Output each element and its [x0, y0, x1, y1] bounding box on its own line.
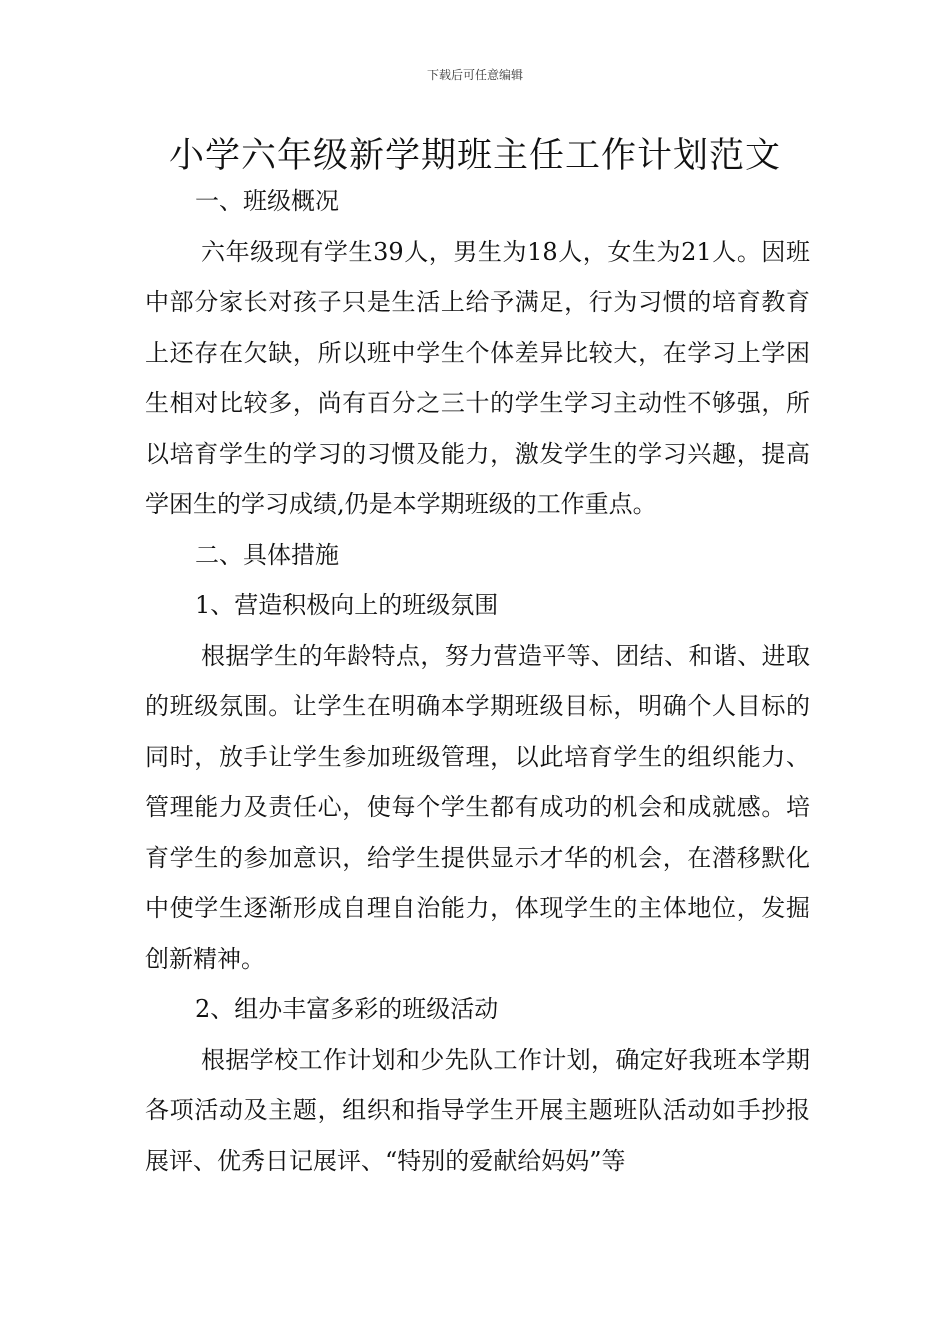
section-heading-overview: 一、班级概况	[195, 187, 339, 215]
document-title: 小学六年级新学期班主任工作计划范文	[168, 136, 781, 176]
subheading-atmosphere: 1、营造积极向上的班级氛围	[195, 591, 499, 619]
paragraph-overview: 六年级现有学生39人，男生为18人，女生为21人。因班中部分家长对孩子只是生活上给予满足，行为习惯的培育教育上还存在欠缺，所以班中学生个体差异比较大，在学习上学困生相对比较多，尚有百分之三十的学生学习主动性不够强，所以培育学生的学习的习惯及能力，激发学生的学习兴趣，提高学困生的学习成绩,仍是本学期班级的工作重点。	[145, 237, 810, 518]
paragraph-activities: 根据学校工作计划和少先队工作计划，确定好我班本学期各项活动及主题，组织和指导学生开展主题班队活动如手抄报展评、优秀日记展评、“特别的爱献给妈妈”等	[145, 1045, 810, 1175]
document-body	[145, 176, 810, 1186]
paragraph-atmosphere: 根据学生的年龄特点，努力营造平等、团结、和谐、进取的班级氛围。让学生在明确本学期班级目标，明确个人目标的同时，放手让学生参加班级管理，以此培育学生的组织能力、管理能力及责任心，使每个学生都有成功的机会和成就感。培育学生的参加意识，给学生提供显示才华的机会，在潜移默化中使学生逐渐形成自理自治能力，体现学生的主体地位，发掘创新精神。	[145, 641, 810, 973]
subheading-activities: 2、组办丰富多彩的班级活动	[195, 995, 499, 1023]
section-heading-measures: 二、具体措施	[195, 540, 339, 569]
header-note: 下载后可任意编辑	[426, 68, 523, 82]
